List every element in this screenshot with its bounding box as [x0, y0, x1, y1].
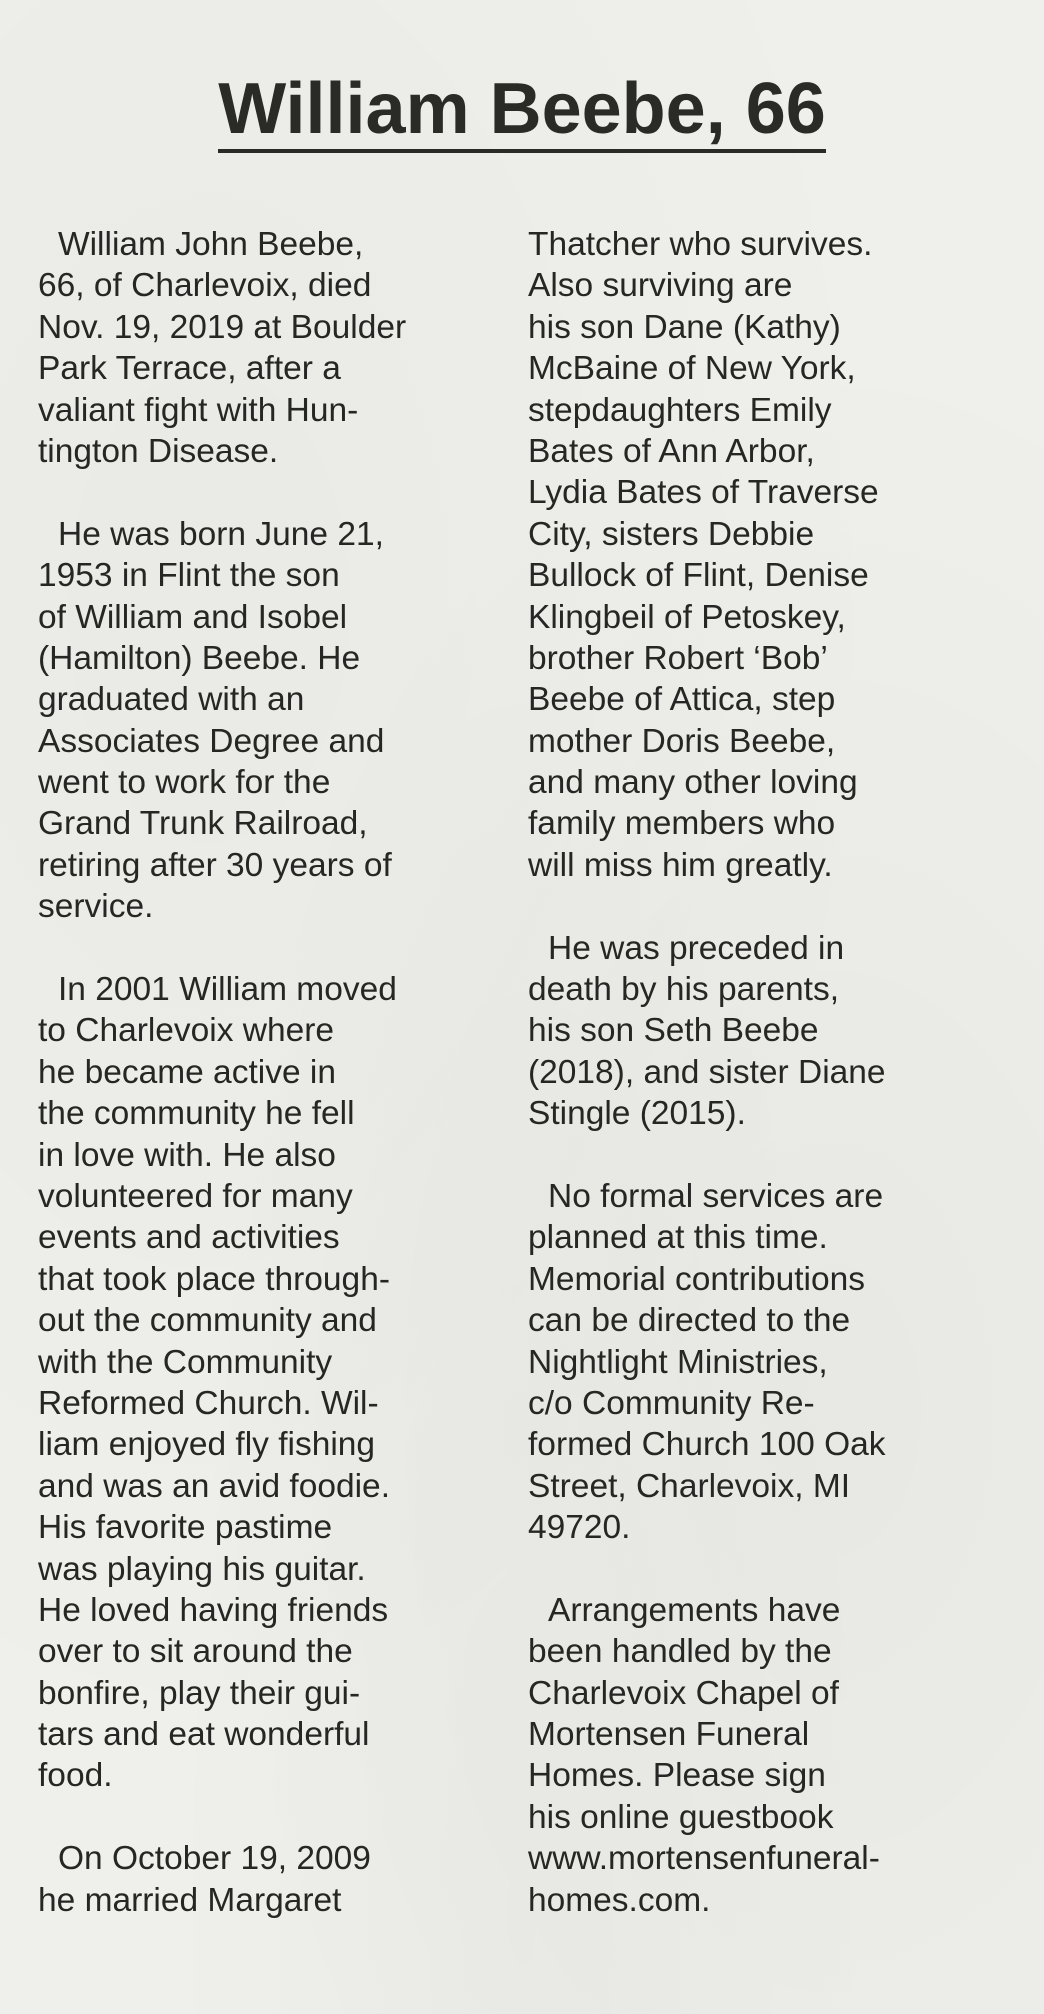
text-line: death by his parents, — [528, 971, 840, 1009]
left-text-column — [38, 224, 498, 1921]
text-line: Homes. Please sign — [528, 1757, 826, 1795]
text-line: Bullock of Flint, Denise — [528, 557, 869, 595]
text-line: planned at this time. — [528, 1219, 828, 1257]
text-line: food. — [38, 1757, 113, 1795]
text-line: In 2001 William moved — [58, 971, 397, 1009]
right-text-column — [528, 224, 988, 1921]
text-line: been handled by the — [528, 1633, 832, 1671]
text-line: to Charlevoix where — [38, 1012, 335, 1050]
text-line: Nightlight Ministries, — [528, 1343, 828, 1381]
text-line: City, sisters Debbie — [528, 515, 815, 553]
text-line: Mortensen Funeral — [528, 1716, 810, 1754]
text-line: retiring after 30 years of — [38, 846, 392, 884]
text-line: Arrangements have — [548, 1591, 841, 1629]
text-line: the community he fell — [38, 1095, 355, 1133]
text-line: service. — [38, 888, 154, 926]
headline-text: William Beebe, 66 — [218, 69, 826, 153]
text-line: tars and eat wonderful — [38, 1716, 370, 1754]
text-line: He was preceded in — [548, 929, 845, 967]
text-line: 49720. — [528, 1509, 631, 1547]
text-line: (2018), and sister Diane — [528, 1053, 886, 1091]
text-line: Thatcher who survives. — [528, 226, 873, 263]
text-line: formed Church 100 Oak — [528, 1426, 886, 1464]
text-line: Bates of Ann Arbor, — [528, 432, 815, 470]
text-line: Stingle (2015). — [528, 1095, 746, 1133]
obituary-headline — [0, 64, 1044, 154]
text-line: www.mortensenfuneral- — [528, 1840, 880, 1878]
text-line: McBaine of New York, — [528, 350, 856, 388]
text-line: bonfire, play their gui- — [38, 1674, 361, 1712]
text-line: William John Beebe, — [58, 226, 364, 263]
text-line: c/o Community Re- — [528, 1384, 815, 1422]
text-line: and many other loving — [528, 764, 858, 802]
paragraph-gap — [38, 1797, 498, 1838]
text-line: he married Margaret — [38, 1881, 342, 1919]
text-line: will miss him greatly. — [528, 846, 833, 884]
paragraph-gap — [38, 472, 498, 513]
text-line: His favorite pastime — [38, 1509, 333, 1547]
text-line: that took place through- — [38, 1260, 390, 1298]
text-line: He was born June 21, — [58, 515, 384, 553]
text-line: Beebe of Attica, step — [528, 681, 836, 719]
text-line: can be directed to the — [528, 1302, 851, 1340]
text-line: brother Robert ‘Bob’ — [528, 639, 828, 677]
text-line: family members who — [528, 805, 836, 843]
text-line: liam enjoyed fly fishing — [38, 1426, 376, 1464]
text-line: graduated with an — [38, 681, 305, 719]
text-line: mother Doris Beebe, — [528, 722, 836, 760]
text-line: of William and Isobel — [38, 598, 348, 636]
paragraph-gap — [528, 1135, 988, 1176]
text-line: Nov. 19, 2019 at Boulder — [38, 308, 407, 346]
text-line: went to work for the — [38, 764, 331, 802]
text-line: events and activities — [38, 1219, 340, 1257]
text-line: Associates Degree and — [38, 722, 385, 760]
text-line: 66, of Charlevoix, died — [38, 267, 372, 305]
text-line: volunteered for many — [38, 1177, 353, 1215]
text-line: his son Dane (Kathy) — [528, 308, 841, 346]
text-line: homes.com. — [528, 1881, 711, 1919]
text-line: in love with. He also — [38, 1136, 336, 1174]
text-line: his online guestbook — [528, 1798, 834, 1836]
text-line: over to sit around the — [38, 1633, 353, 1671]
text-line: On October 19, 2009 — [58, 1840, 371, 1878]
paragraph-gap — [528, 1549, 988, 1590]
text-line: Klingbeil of Petoskey, — [528, 598, 846, 636]
text-line: Grand Trunk Railroad, — [38, 805, 368, 843]
text-line: out the community and — [38, 1302, 377, 1340]
text-line: Also surviving are — [528, 267, 793, 305]
text-line: Lydia Bates of Traverse — [528, 474, 879, 512]
text-line: Memorial contributions — [528, 1260, 865, 1298]
text-line: No formal services are — [548, 1177, 884, 1215]
text-line: valiant fight with Hun- — [38, 391, 359, 429]
text-line: and was an avid foodie. — [38, 1467, 390, 1505]
text-line: Charlevoix Chapel of — [528, 1674, 839, 1712]
text-line: Street, Charlevoix, MI — [528, 1467, 851, 1505]
paragraph-gap — [528, 886, 988, 927]
text-line: Reformed Church. Wil- — [38, 1384, 379, 1422]
text-line: Park Terrace, after a — [38, 350, 341, 388]
text-line: (Hamilton) Beebe. He — [38, 639, 361, 677]
paragraph-gap — [38, 928, 498, 969]
text-line: was playing his guitar. — [38, 1550, 366, 1588]
text-line: stepdaughters Emily — [528, 391, 832, 429]
text-line: tington Disease. — [38, 432, 279, 470]
text-line: he became active in — [38, 1053, 336, 1091]
text-line: 1953 in Flint the son — [38, 557, 340, 595]
text-line: He loved having friends — [38, 1591, 389, 1629]
text-line: with the Community — [38, 1343, 333, 1381]
text-line: his son Seth Beebe — [528, 1012, 819, 1050]
